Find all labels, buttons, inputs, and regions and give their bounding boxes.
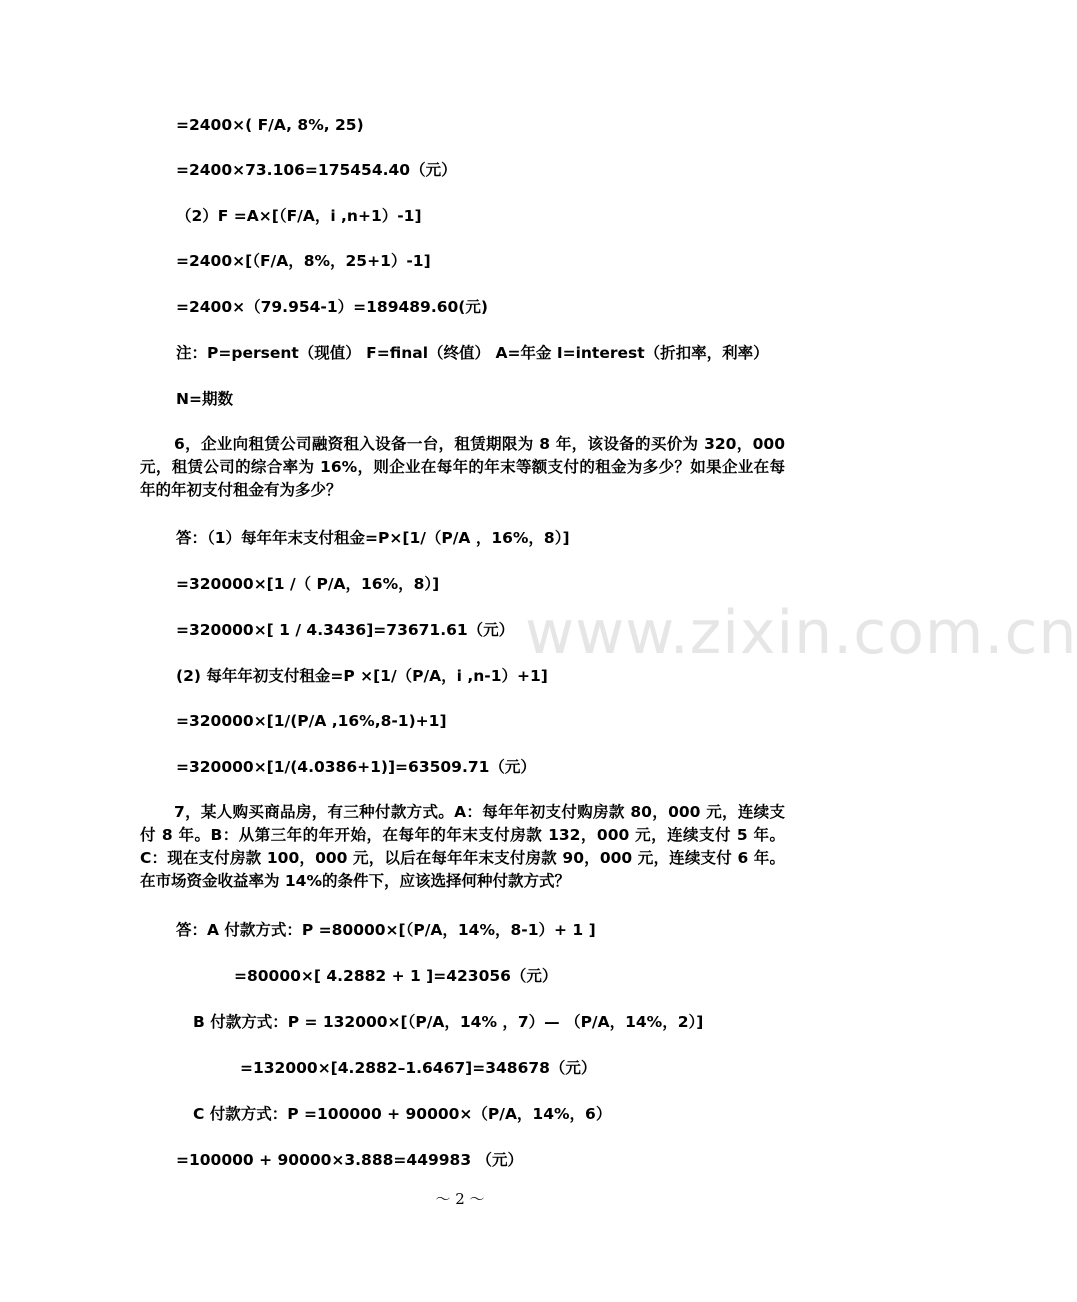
- note-line: N=期数: [176, 390, 233, 408]
- formula-line: (2) 每年年初支付租金=P ×[1/（P/A，i ,n-1）+1]: [176, 667, 548, 685]
- question-6: 6，企业向租赁公司融资租入设备一台，租赁期限为 8 年，该设备的买价为 320，000 元，租赁公司的综合率为 16%，则企业在每年的年末等额支付的租金为多少？如果企业在每年的年初支付租金有为多少？: [140, 435, 785, 499]
- formula-line: B 付款方式：P = 132000×[（P/A，14% ，7）— （P/A，14%，2）]: [193, 1013, 704, 1031]
- formula-line: =100000 + 90000×3.888=449983 （元）: [176, 1151, 524, 1169]
- answer-line: 答：（1）每年年末支付租金=P×[1/（P/A ，16%，8）]: [176, 529, 570, 547]
- formula-line: =320000×[1/(P/A ,16%,8-1)+1]: [176, 712, 447, 730]
- formula-line: C 付款方式：P =100000 + 90000×（P/A，14%，6）: [193, 1105, 612, 1123]
- note-line: 注：P=persent（现值） F=final（终值） A=年金 I=interest（折扣率，利率）: [176, 344, 769, 362]
- formula-line: =80000×[ 4.2882 + 1 ]=423056（元）: [234, 967, 558, 985]
- formula-line: =2400×( F/A, 8%, 25): [176, 116, 364, 134]
- formula-line: =2400×（79.954-1）=189489.60(元): [176, 298, 488, 316]
- formula-line: （2）F =A×[（F/A，i ,n+1）-1]: [176, 207, 422, 225]
- formula-line: =320000×[1/(4.0386+1)]=63509.71（元）: [176, 758, 536, 776]
- formula-line: =2400×73.106=175454.40（元）: [176, 161, 457, 179]
- formula-line: =132000×[4.2882–1.6467]=348678（元）: [240, 1059, 597, 1077]
- formula-line: =2400×[（F/A，8%，25+1）-1]: [176, 252, 431, 270]
- formula-line: =320000×[ 1 / 4.3436]=73671.61（元）: [176, 621, 515, 639]
- watermark: www.zixin.com.cn: [525, 598, 1077, 668]
- page-number: ～ 2 ～: [435, 1190, 485, 1208]
- question-7: 7，某人购买商品房，有三种付款方式。A：每年年初支付购房款 80，000 元，连续支付 8 年。B：从第三年的年开始，在每年的年末支付房款 132，000 元，连续支付 5 年。C：现在支付房款 100，000 元，以后在每年年末支付房款 90，000 元，连续支付 6 年。在市场资金收益率为 14%的条件下，应该选择何种付款方式？: [140, 803, 785, 890]
- formula-line: =320000×[1 /（ P/A，16%，8）]: [176, 575, 440, 593]
- answer-line: 答：A 付款方式：P =80000×[（P/A，14%，8-1）+ 1 ]: [176, 921, 596, 939]
